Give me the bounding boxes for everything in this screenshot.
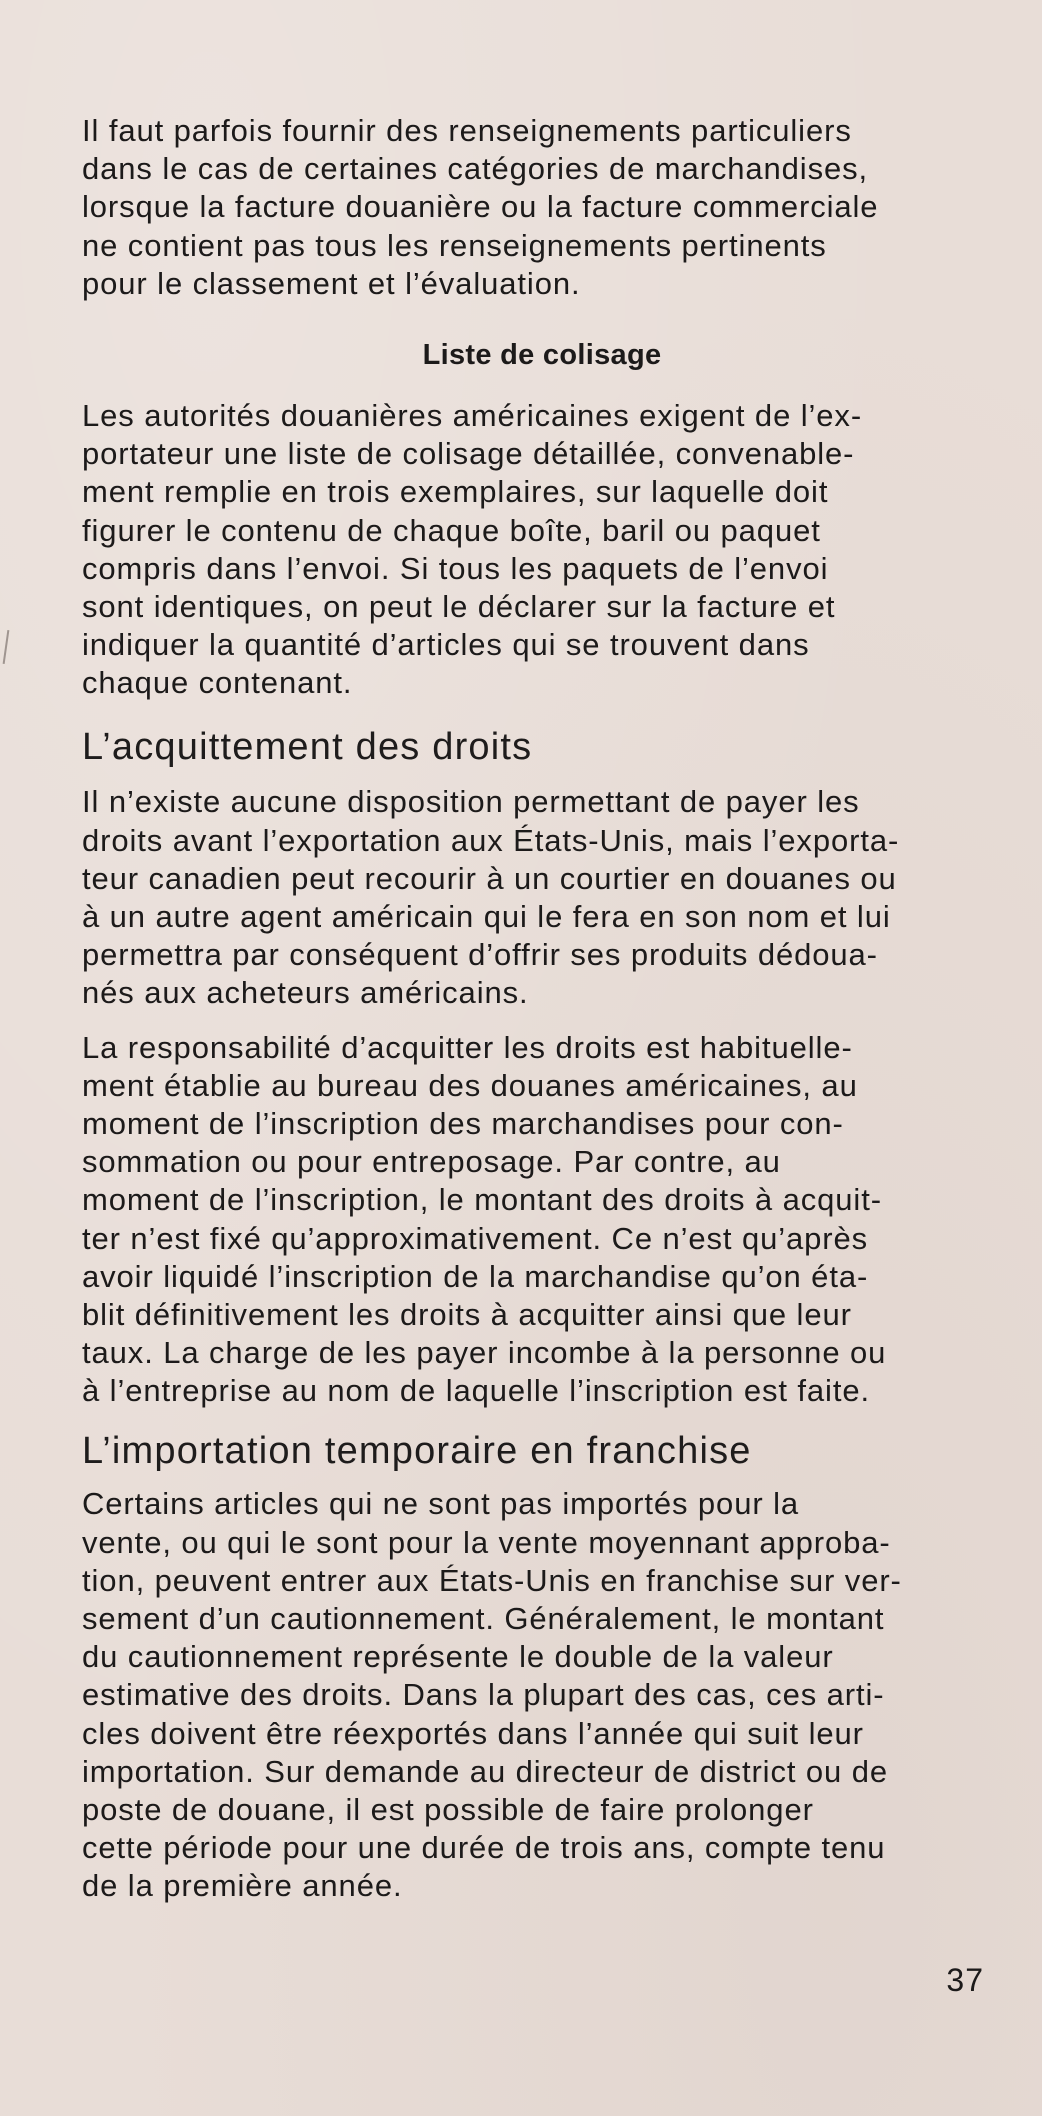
text-line: du cautionnement représente le double de la valeur	[82, 1639, 834, 1675]
section-heading-duty-payment: L’acquittement des droits	[82, 726, 533, 769]
text-line: moment de l’inscription, le montant des droits à acquit-	[82, 1182, 882, 1218]
text-line: de la première année.	[82, 1868, 403, 1904]
text-line: poste de douane, il est possible de faire prolonger	[82, 1791, 814, 1827]
text-line: sont identiques, on peut le déclarer sur la facture et	[82, 588, 836, 624]
text-line: ment remplie en trois exemplaires, sur laquelle doit	[82, 474, 829, 510]
text-line: Il n’existe aucune disposition permettant de payer les	[82, 784, 860, 820]
text-line: ne contient pas tous les renseignements pertinents	[82, 227, 827, 263]
text-line: à l’entreprise au nom de laquelle l’inscription est faite.	[82, 1373, 870, 1409]
section-heading-packing-list: Liste de colisage	[422, 338, 662, 371]
margin-mark	[3, 630, 10, 664]
text-line: cles doivent être réexportés dans l’année qui suit leur	[82, 1715, 864, 1751]
temporary-import-paragraph	[82, 1485, 1012, 1905]
text-line: permettra par conséquent d’offrir ses produits dédoua-	[82, 937, 878, 973]
text-line: pour le classement et l’évaluation.	[82, 265, 581, 301]
text-line: compris dans l’envoi. Si tous les paquets de l’envoi	[82, 550, 829, 586]
text-line: figurer le contenu de chaque boîte, baril ou paquet	[82, 512, 821, 548]
text-line: importation. Sur demande au directeur de district ou de	[82, 1753, 888, 1789]
packing-list-paragraph	[82, 397, 1012, 703]
text-line: teur canadien peut recourir à un courtier en douanes ou	[82, 860, 897, 896]
text-line: avoir liquidé l’inscription de la marchandise qu’on éta-	[82, 1258, 869, 1294]
text-line: cette période pour une durée de trois ans, compte tenu	[82, 1830, 886, 1866]
text-line: taux. La charge de les payer incombe à la personne ou	[82, 1335, 887, 1371]
text-line: tion, peuvent entrer aux États-Unis en franchise sur ver-	[82, 1562, 902, 1598]
text-line: estimative des droits. Dans la plupart des cas, ces arti-	[82, 1677, 885, 1713]
duty-payment-paragraph-2	[82, 1029, 1012, 1411]
text-line: lorsque la facture douanière ou la facture commerciale	[82, 189, 879, 225]
text-line: vente, ou qui le sont pour la vente moyennant approba-	[82, 1524, 891, 1560]
text-line: à un autre agent américain qui le fera en son nom et lui	[82, 899, 891, 934]
text-line: blit définitivement les droits à acquitter ainsi que leur	[82, 1296, 852, 1332]
text-line: La responsabilité d’acquitter les droits est habituelle-	[82, 1029, 853, 1065]
text-line: portateur une liste de colisage détaillée, convenable-	[82, 436, 855, 472]
text-line: Les autorités douanières américaines exigent de l’ex-	[82, 397, 863, 433]
section-heading-temporary-import: L’importation temporaire en franchise	[82, 1430, 752, 1473]
text-line: sommation ou pour entreposage. Par contre, au	[82, 1144, 781, 1180]
text-line: sement d’un cautionnement. Généralement, le montant	[82, 1601, 885, 1636]
text-line: nés aux acheteurs américains.	[82, 975, 529, 1011]
text-line: moment de l’inscription des marchandises pour con-	[82, 1105, 844, 1141]
text-line: Il faut parfois fournir des renseignements particuliers	[82, 113, 852, 148]
duty-payment-paragraph-1	[82, 783, 1012, 1012]
text-line: chaque contenant.	[82, 665, 353, 701]
intro-paragraph	[82, 112, 992, 303]
text-line: indiquer la quantité d’articles qui se trouvent dans	[82, 627, 810, 663]
page-number: 37	[946, 1962, 984, 1998]
text-line: ment établie au bureau des douanes américaines, au	[82, 1067, 858, 1103]
text-line: dans le cas de certaines catégories de marchandises,	[82, 151, 869, 187]
text-line: Certains articles qui ne sont pas importés pour la	[82, 1486, 799, 1522]
text-line: droits avant l’exportation aux États-Unis, mais l’exporta-	[82, 822, 900, 858]
text-column	[82, 112, 1012, 1906]
text-line: ter n’est fixé qu’approximativement. Ce n’est qu’après	[82, 1220, 869, 1256]
